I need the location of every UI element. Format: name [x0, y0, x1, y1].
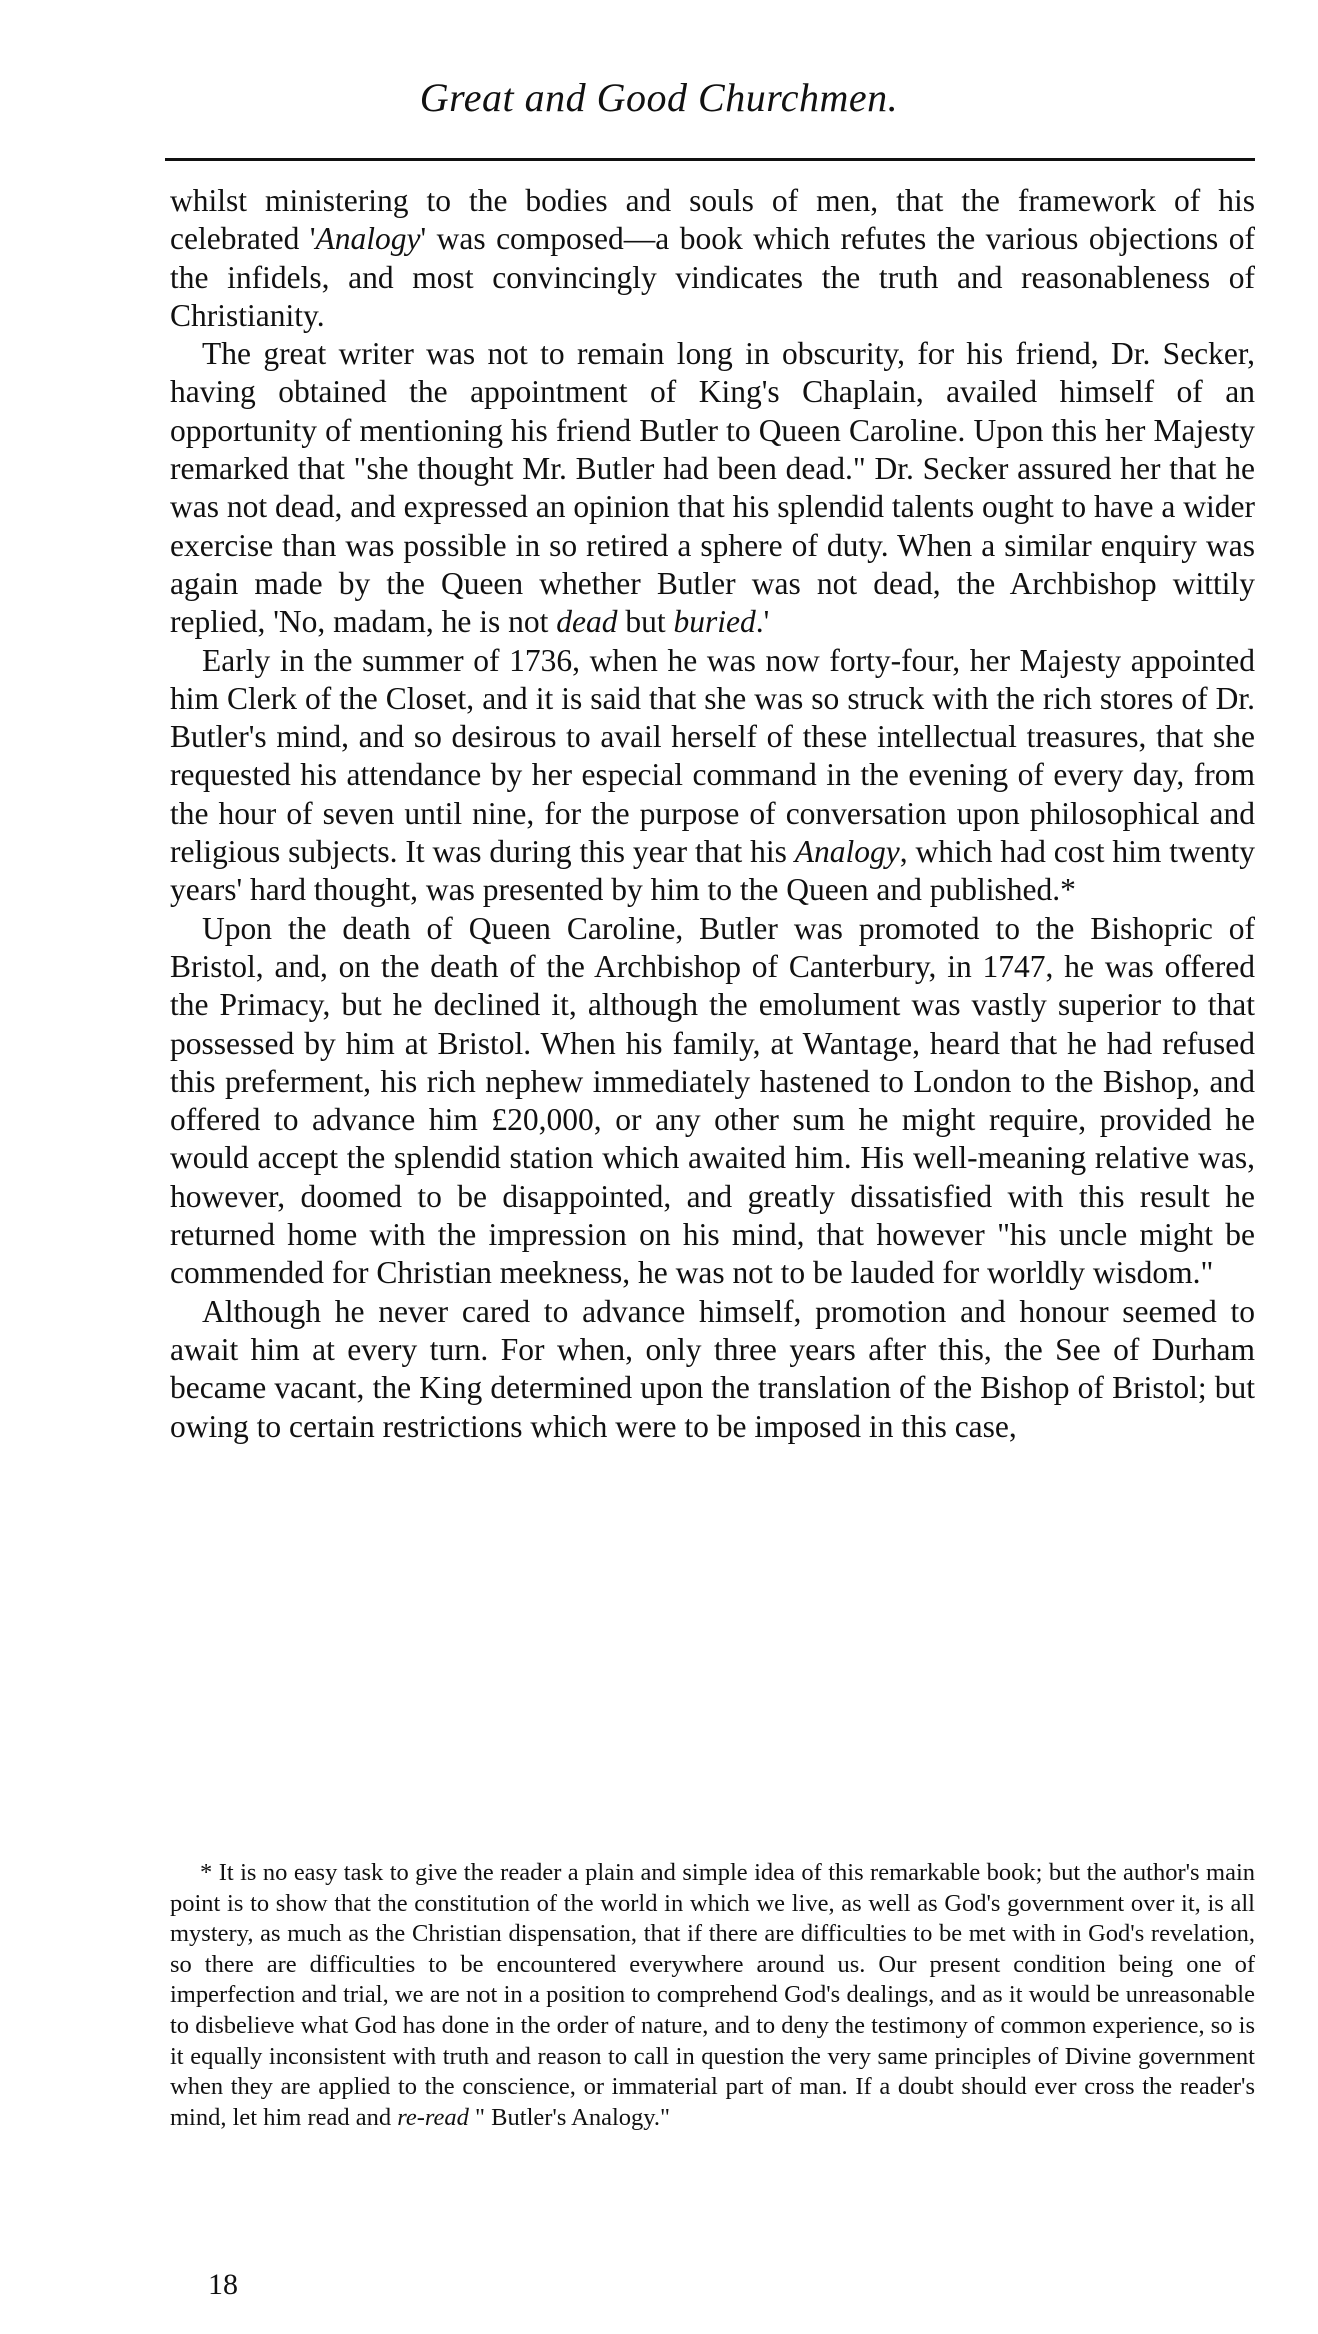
- text-run: Early in the summer of 1736, when he was now forty-four, her Majesty appointed him Clerk of the Closet, and it is said that she was so struck with the rich stores of Dr. Butler's mind, and so desirous to avail herself of these intellectual treasures, that she requested his attendance by her especial command in the evening of every day, from the hour of seven until nine, for the purpose of conversation upon philosophical and religious subjects. It was during this year that his: [170, 642, 1255, 870]
- running-head: Great and Good Churchmen.: [419, 75, 899, 120]
- paragraph-4: [170, 910, 1255, 1293]
- text-run: whilst ministering to the bodies and souls of men, that the framework of his celebrated ': [170, 183, 1255, 257]
- text-run: Upon the death of Queen Caroline, Butler was promoted to the Bishopric of Bristol, and, on the death of the Archbishop of Canterbury, in 1747, he was offered the Primacy, but he declined it, although the emolument was vastly superior to that possessed by him at Bristol. When his family, at Wantage, heard that he had refused this preferment, his rich nephew immediately hastened to London to the Bishop, and offered to advance him £20,000, or any other sum he might require, provided he would accept the splendid station which awaited him. His well-meaning relative was, however, doomed to be disappointed, and greatly dissatisfied with this result he returned home with the impression on his mind, that however "his uncle might be commended for Christian meekness, he was not to be lauded for worldly wisdom.": [170, 910, 1255, 1291]
- italic-run: dead: [556, 604, 618, 640]
- header-rule: [165, 158, 1255, 161]
- page-number: 18: [208, 2268, 238, 2301]
- text-run: but: [617, 604, 674, 640]
- paragraph-5: [170, 1293, 1255, 1446]
- footnote: [170, 1858, 1255, 2133]
- text-run: " Butler's Analogy.": [468, 2103, 671, 2131]
- italic-run: Analogy: [794, 834, 900, 870]
- paragraph-1: [170, 182, 1255, 335]
- text-run: * It is no easy task to give the reader a plain and simple idea of this remarkable book; but the author's main point is to show that the constitution of the world in which we live, as well as God's government over it, is all mystery, as much as the Christian dispensation, that if there are difficulties to be met with in God's revelation, so there are difficulties to be encountered everywhere around us. Our present condition being one of imperfection and trial, we are not in a position to comprehend God's dealings, and as it would be unreasonable to disbelieve what God has done in the order of nature, and to deny the testimony of common experience, so is it equally inconsistent with truth and reason to call in question the very same principles of Divine government when they are applied to the conscience, or immaterial part of man. If a doubt should ever cross the reader's mind, let him read and: [170, 1859, 1255, 2131]
- italic-run: re-read: [397, 2103, 469, 2131]
- text-run: The great writer was not to remain long in obscurity, for his friend, Dr. Secker, having obtained the appointment of King's Chaplain, availed himself of an opportunity of mentioning his friend Butler to Queen Caroline. Upon this her Majesty remarked that "she thought Mr. Butler had been dead." Dr. Secker assured her that he was not dead, and expressed an opinion that his splendid talents ought to have a wider exercise than was possible in so retired a sphere of duty. When a similar enquiry was again made by the Queen whether Butler was not dead, the Archbishop wittily replied, 'No, madam, he is not: [170, 336, 1255, 640]
- italic-run: buried: [673, 604, 756, 640]
- italic-run: Analogy: [315, 221, 421, 257]
- body-text: [170, 182, 1255, 1446]
- text-run: Although he never cared to advance himself, promotion and honour seemed to await him at every turn. For when, only three years after this, the See of Durham became vacant, the King determined upon the translation of the Bishop of Bristol; but owing to certain restrictions which were to be imposed in this case,: [170, 1293, 1255, 1444]
- paragraph-2: [170, 335, 1255, 641]
- paragraph-3: [170, 642, 1255, 910]
- footnote-text: [170, 1858, 1255, 2133]
- text-run: , which had cost him twenty years' hard thought, was presented by him to the Queen and published.*: [170, 834, 1255, 908]
- text-run: .': [755, 604, 770, 640]
- text-run: ' was composed—a book which refutes the various objections of the infidels, and most convincingly vindicates the truth and reasonableness of Christianity.: [170, 221, 1256, 333]
